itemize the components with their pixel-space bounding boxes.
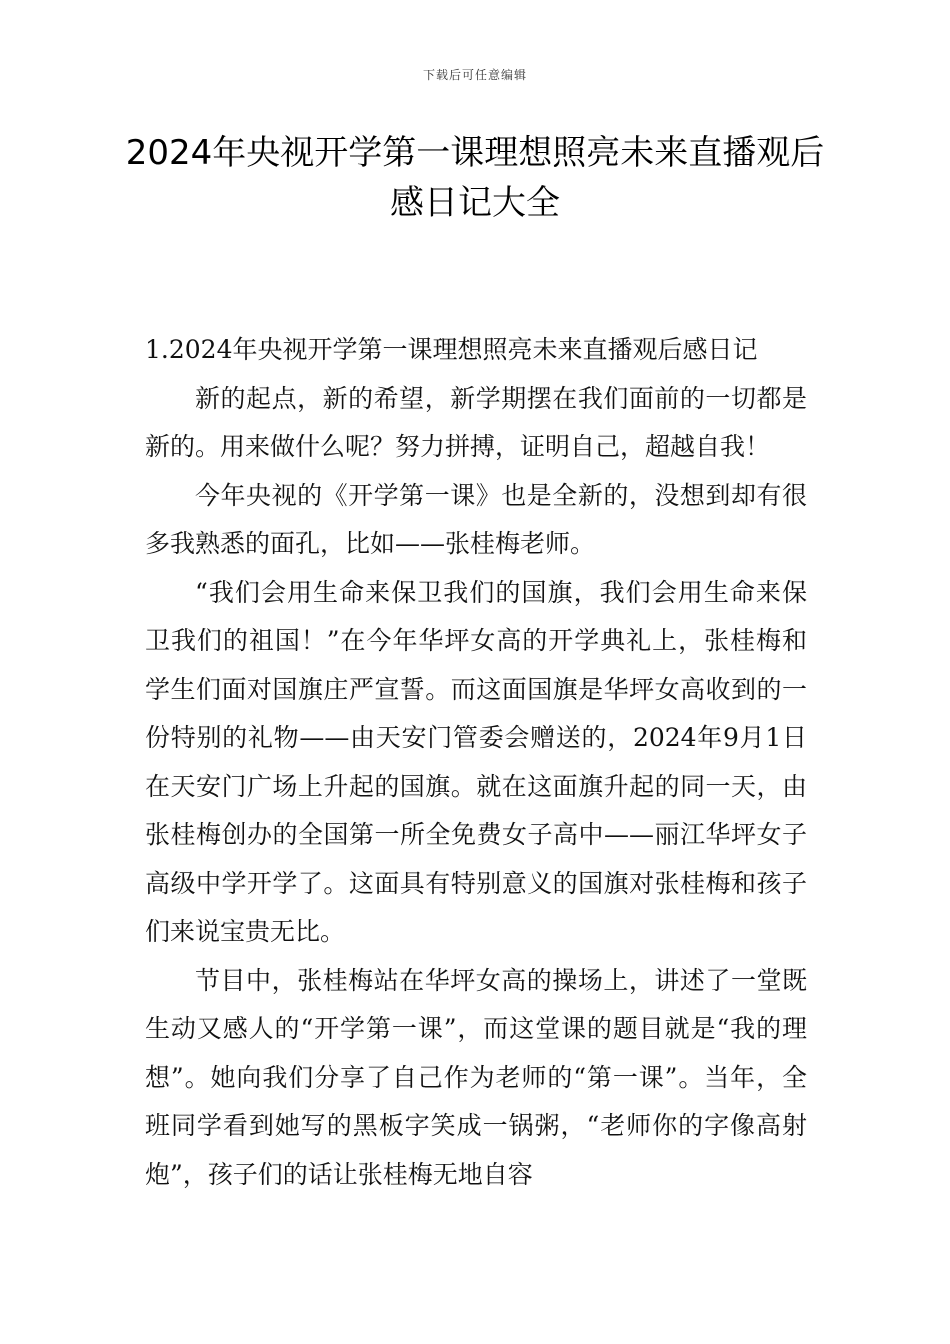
document-title: 2024年央视开学第一课理想照亮未来直播观后感日记大全 — [125, 133, 825, 223]
paragraph-4: 节目中，张桂梅站在华坪女高的操场上，讲述了一堂既生动又感人的“开学第一课”，而这堂课的题目就是“我的理想”。她向我们分享了自己作为老师的“第一课”。当年，全班同学看到她写的黑板字笑成一锅粥，“老师你的字像高射炮”，孩子们的话让张桂梅无地自容 — [145, 965, 807, 1189]
paragraph-1: 新的起点，新的希望，新学期摆在我们面前的一切都是新的。用来做什么呢？努力拼搏，证明自己，超越自我！ — [145, 383, 807, 461]
header-note: 下载后可任意编辑 — [422, 68, 527, 82]
section-heading: 1.2024年央视开学第一课理想照亮未来直播观后感日记 — [145, 335, 758, 364]
paragraph-2: 今年央视的《开学第一课》也是全新的，没想到却有很多我熟悉的面孔，比如——张桂梅老师。 — [145, 480, 807, 558]
paragraph-3: “我们会用生命来保卫我们的国旗，我们会用生命来保卫我们的祖国！”在今年华坪女高的开学典礼上，张桂梅和学生们面对国旗庄严宣誓。而这面国旗是华坪女高收到的一份特别的礼物——由天安门管委会赠送的，2024年9月1日在天安门广场上升起的国旗。就在这面旗升起的同一天，由张桂梅创办的全国第一所全免费女子高中——丽江华坪女子高级中学开学了。这面具有特别意义的国旗对张桂梅和孩子们来说宝贵无比。 — [145, 577, 807, 946]
document-body — [145, 326, 807, 1199]
